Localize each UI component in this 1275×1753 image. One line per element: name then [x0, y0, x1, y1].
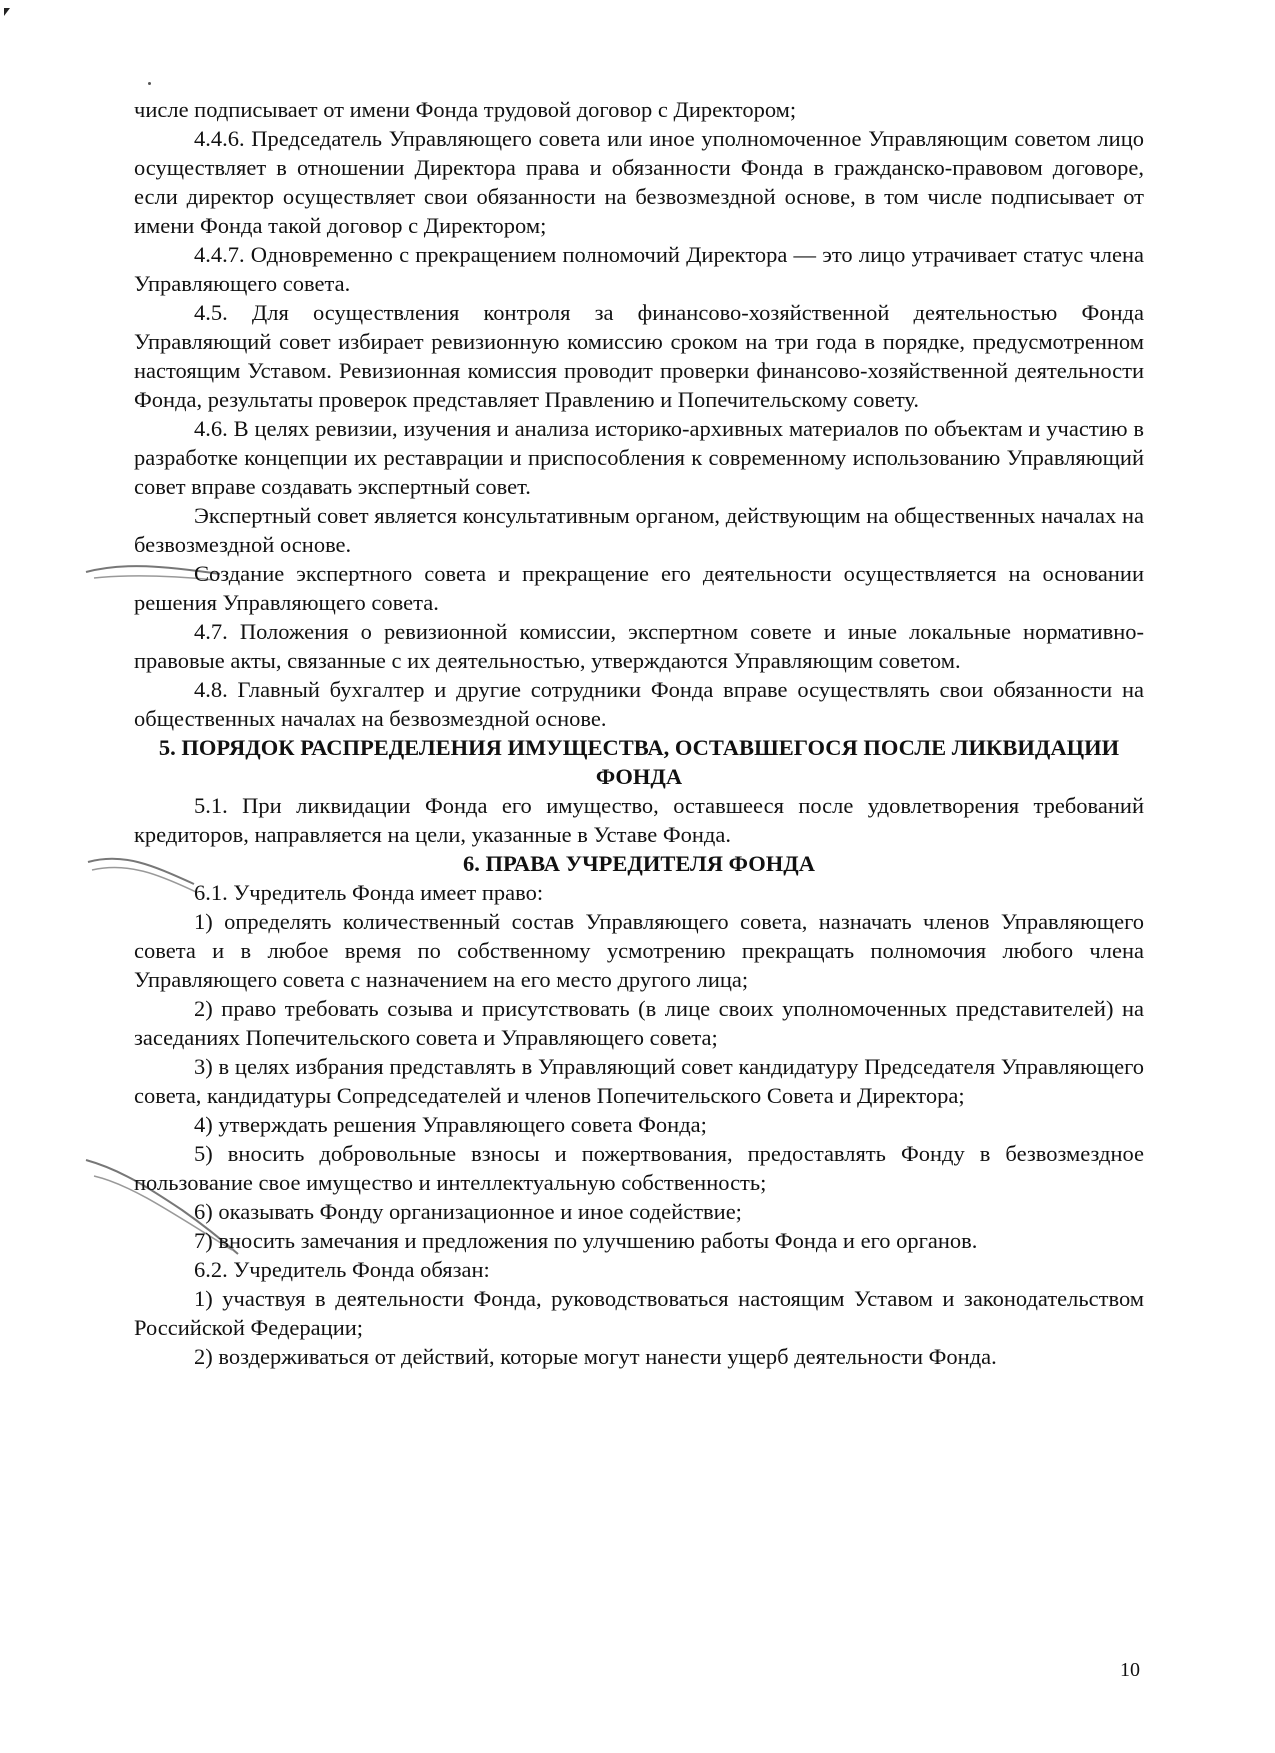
- paragraph: 6.1. Учредитель Фонда имеет право:: [194, 880, 544, 905]
- paragraph: Экспертный совет является консультативным органом, действующим на общественных началах на безвозмездной основе.: [134, 503, 1144, 557]
- paragraph: числе подписывает от имени Фонда трудовой договор с Директором;: [134, 97, 797, 122]
- paragraph: Создание экспертного совета и прекращение его деятельности осуществляется на основании решения Управляющего совета.: [134, 561, 1144, 615]
- paragraph: 4) утверждать решения Управляющего совета Фонда;: [194, 1112, 707, 1137]
- paragraph: 5.1. При ликвидации Фонда его имущество, оставшееся после удовлетворения требований кредиторов, направляется на цели, указанные в Уставе Фонда.: [134, 793, 1144, 847]
- paragraph: 1) определять количественный состав Управляющего совета, назначать членов Управляющего совета и в любое время по собственному усмотрению прекращать полномочия любого члена Управляющего совета с назначением на его место другого лица;: [134, 909, 1144, 992]
- paragraph: 4.8. Главный бухгалтер и другие сотрудники Фонда вправе осуществлять свои обязанности на общественных началах на безвозмездной основе.: [134, 677, 1144, 731]
- section-heading: 5. ПОРЯДОК РАСПРЕДЕЛЕНИЯ ИМУЩЕСТВА, ОСТАВШЕГОСЯ ПОСЛЕ ЛИКВИДАЦИИ ФОНДА: [158, 735, 1120, 789]
- paragraph: 6) оказывать Фонду организационное и иное содействие;: [194, 1199, 742, 1224]
- page-number: 10: [1120, 1659, 1140, 1681]
- paragraph: 2) воздерживаться от действий, которые могут нанести ущерб деятельности Фонда.: [194, 1344, 997, 1369]
- paragraph: 4.4.7. Одновременно с прекращением полномочий Директора — это лицо утрачивает статус члена Управляющего совета.: [134, 242, 1144, 296]
- paragraph: 6.2. Учредитель Фонда обязан:: [194, 1257, 490, 1282]
- paragraph: 2) право требовать созыва и присутствовать (в лице своих уполномоченных представителей) на заседаниях Попечительского совета и Управляющего совета;: [134, 996, 1144, 1050]
- paragraph: 1) участвуя в деятельности Фонда, руководствоваться настоящим Уставом и законодательством Российской Федерации;: [134, 1286, 1144, 1340]
- paragraph: 4.7. Положения о ревизионной комиссии, экспертном совете и иные локальные нормативно-правовые акты, связанные с их деятельностью, утверждаются Управляющим советом.: [134, 619, 1144, 673]
- paragraph: 7) вносить замечания и предложения по улучшению работы Фонда и его органов.: [194, 1228, 978, 1253]
- paragraph: 4.5. Для осуществления контроля за финансово-хозяйственной деятельностью Фонда Управляющий совет избирает ревизионную комиссию сроком на три года в порядке, предусмотренном настоящим Уставом. Ревизионная комиссия проводит проверки финансово-хозяйственной деятельности Фонда, результаты проверок представляет Правлению и Попечительскому совету.: [134, 300, 1144, 412]
- paragraph: 5) вносить добровольные взносы и пожертвования, предоставлять Фонду в безвозмездное пользование свое имущество и интеллектуальную собственность;: [134, 1141, 1144, 1195]
- section-heading: 6. ПРАВА УЧРЕДИТЕЛЯ ФОНДА: [462, 851, 816, 876]
- paragraph: 3) в целях избрания представлять в Управляющий совет кандидатуру Председателя Управляющего совета, кандидатуры Сопредседателей и членов Попечительского Совета и Директора;: [134, 1054, 1144, 1108]
- document-body: [134, 95, 1144, 1371]
- scan-speck: [148, 82, 151, 85]
- paragraph: 4.4.6. Председатель Управляющего совета или иное уполномоченное Управляющим советом лицо осуществляет в отношении Директора права и обязанности Фонда в гражданско-правовом договоре, если директор осуществляет свои обязанности на безвозмездной основе, в том числе подписывает от имени Фонда такой договор с Директором;: [134, 126, 1144, 238]
- scan-corner-mark: [4, 8, 10, 16]
- paragraph: 4.6. В целях ревизии, изучения и анализа историко-архивных материалов по объектам и участию в разработке концепции их реставрации и приспособления к современному использованию Управляющий совет вправе создавать экспертный совет.: [134, 416, 1144, 499]
